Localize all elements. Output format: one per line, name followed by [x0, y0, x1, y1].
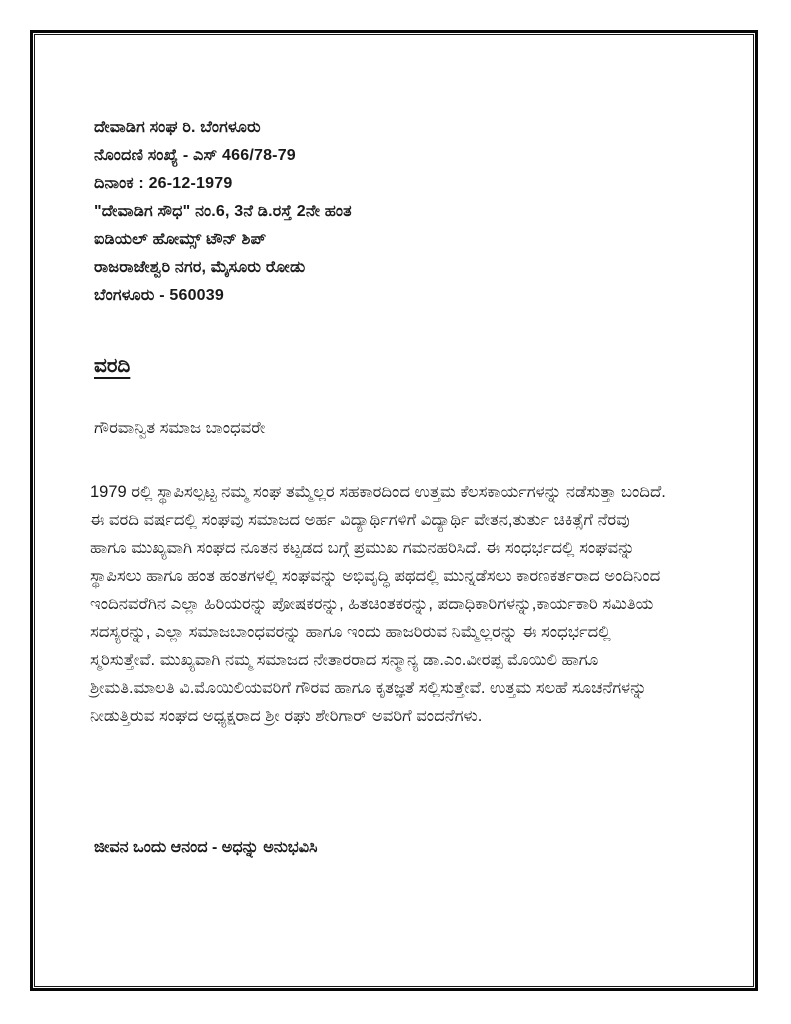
body-line: ಸ್ಮರಿಸುತ್ತೇವೆ. ಮುಖ್ಯವಾಗಿ ನಮ್ಮ ಸಮಾಜದ ನೇತಾರರಾದ ಸನ್ಮಾನ್ಯ ಡಾ.ಎಂ.ವೀರಪ್ಪ ಮೊಯಿಲಿ ಹಾಗೂ	[90, 651, 599, 669]
address-line-township: ಐಡಿಯಲ್ ಹೋಮ್ಸ್ ಟೌನ್ ಶಿಪ್	[94, 231, 267, 248]
address-line-city-pincode: ಬೆಂಗಳೂರು - 560039	[94, 287, 224, 304]
motto-line: ಜೀವನ ಒಂದು ಆನಂದ - ಅಧನ್ನು ಅನುಭವಿಸಿ	[94, 839, 318, 856]
body-line: ಇಂದಿನವರೆಗಿನ ಎಲ್ಲಾ ಹಿರಿಯರನ್ನು ಪೋಷಕರನ್ನು, ಹಿತಚಿಂತಕರನ್ನು, ಪದಾಧಿಕಾರಿಗಳನ್ನು,ಕಾರ್ಯಕಾರಿ ಸಮಿತಿಯ	[90, 595, 654, 613]
body-line: 1979 ರಲ್ಲಿ ಸ್ಥಾಪಿಸಲ್ಪಟ್ಟ ನಮ್ಮ ಸಂಘ ತಮ್ಮೆಲ್ಲರ ಸಹಕಾರದಿಂದ ಉತ್ತಮ ಕೆಲಸಕಾರ್ಯಗಳನ್ನು ನಡೆಸುತ್ತಾ ಬಂದಿದೆ.	[90, 483, 666, 501]
body-line: ಸ್ಥಾಪಿಸಲು ಹಾಗೂ ಹಂತ ಹಂತಗಳಲ್ಲಿ ಸಂಘವನ್ನು ಅಭಿವೃದ್ಧಿ ಪಥದಲ್ಲಿ ಮುನ್ನಡೆಸಲು ಕಾರಣಕರ್ತರಾದ ಅಂದಿನಿಂದ	[90, 567, 661, 585]
address-line-building: "ದೇವಾಡಿಗ ಸೌಧ" ನಂ.6, 3ನೆ ಡಿ.ರಸ್ತೆ 2ನೇ ಹಂತ	[94, 203, 352, 220]
letterhead-block	[94, 114, 352, 310]
body-line: ನೀಡುತ್ತಿರುವ ಸಂಘದ ಅಧ್ಯಕ್ಷರಾದ ಶ್ರೀ ರಘು ಶೇರಿಗಾರ್ ಅವರಿಗೆ ವಂದನೆಗಳು.	[90, 707, 483, 725]
body-line: ಈ ವರದಿ ವರ್ಷದಲ್ಲಿ ಸಂಘವು ಸಮಾಜದ ಅರ್ಹ ವಿದ್ಯಾರ್ಥಿಗಳಿಗೆ ವಿದ್ಯಾರ್ಥಿ ವೇತನ,ತುರ್ತು ಚಿಕಿತ್ಸೆಗೆ ನೆರವು	[90, 511, 630, 529]
document-title: ವರದಿ	[94, 355, 131, 377]
salutation-line: ಗೌರವಾನ್ವಿತ ಸಮಾಜ ಬಾಂಧವರೇ	[94, 419, 266, 437]
body-line: ಸದಸ್ಯರನ್ನು, ಎಲ್ಲಾ ಸಮಾಜಬಾಂಧವರನ್ನು ಹಾಗೂ ಇಂದು ಹಾಜರಿರುವ ನಿಮ್ಮೆಲ್ಲರನ್ನು ಈ ಸಂಧರ್ಭದಲ್ಲಿ	[90, 623, 611, 641]
body-line: ಹಾಗೂ ಮುಖ್ಯವಾಗಿ ಸಂಘದ ನೂತನ ಕಟ್ಟಡದ ಬಗ್ಗೆ ಪ್ರಮುಖ ಗಮನಹರಿಸಿದೆ. ಈ ಸಂಧರ್ಭದಲ್ಲಿ ಸಂಘವನ್ನು	[90, 539, 635, 557]
registration-number-line: ನೊಂದಣಿ ಸಂಖ್ಯೆ - ಎಸ್ 466/78-79	[94, 147, 296, 164]
organization-name: ದೇವಾಡಿಗ ಸಂಘ ರಿ. ಬೆಂಗಳೂರು	[94, 119, 261, 136]
date-line: ದಿನಾಂಕ : 26-12-1979	[94, 175, 233, 192]
body-line: ಶ್ರೀಮತಿ.ಮಾಲತಿ ವಿ.ಮೊಯಿಲಿಯವರಿಗೆ ಗೌರವ ಹಾಗೂ ಕೃತಜ್ಞತೆ ಸಲ್ಲಿಸುತ್ತೇವೆ. ಉತ್ತಮ ಸಲಹೆ ಸೂಚನೆಗಳನ್ನು	[90, 679, 647, 697]
address-line-area: ರಾಜರಾಜೇಶ್ವರಿ ನಗರ, ಮೈಸೂರು ರೋಡು	[94, 259, 306, 276]
report-body-paragraph	[90, 478, 730, 730]
